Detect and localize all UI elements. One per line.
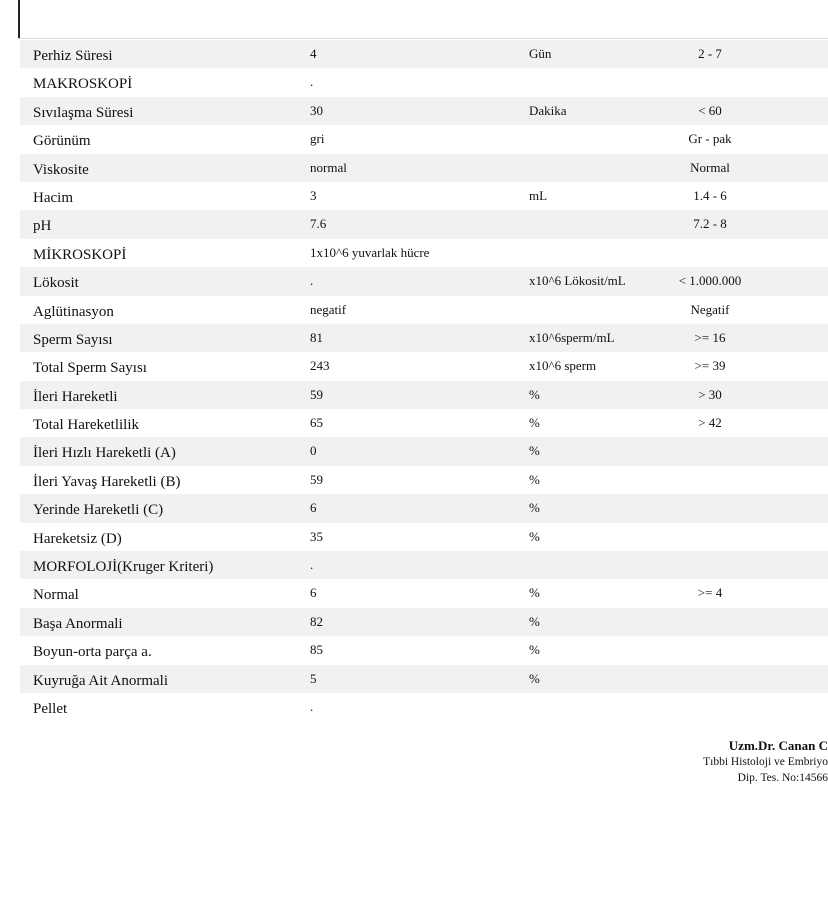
table-row (20, 466, 828, 494)
result-value: 243 (310, 358, 330, 374)
unit: % (529, 500, 540, 516)
unit: % (529, 642, 540, 658)
result-value: 65 (310, 415, 323, 431)
unit: x10^6sperm/mL (529, 329, 615, 345)
result-value: 6 (310, 585, 317, 601)
unit: x10^6 sperm (529, 358, 597, 374)
table-row (20, 210, 828, 238)
reference-range: < 60 (698, 102, 722, 118)
parameter-name: Sperm Sayısı (33, 331, 113, 348)
table-row (20, 40, 828, 68)
reference-range: >= 16 (694, 329, 726, 345)
result-value: 81 (310, 329, 323, 345)
table-row (20, 636, 828, 664)
result-value: 6 (310, 500, 317, 516)
table-row (20, 665, 828, 693)
parameter-name: Pellet (33, 700, 68, 717)
parameter-name: Sıvılaşma Süresi (33, 104, 134, 121)
result-value: 59 (310, 471, 323, 487)
unit: x10^6 Lökosit/mL (529, 273, 626, 289)
table-row (20, 324, 828, 352)
page-edge-line (18, 0, 20, 38)
table-row (20, 154, 828, 182)
signature-block (703, 737, 828, 786)
header-divider (18, 38, 828, 39)
result-value: 3 (310, 187, 317, 203)
result-value: . (310, 74, 314, 90)
reference-range: < 1.000.000 (678, 273, 742, 289)
parameter-name: MORFOLOJİ(Kruger Kriteri) (33, 559, 214, 576)
unit: % (529, 613, 540, 629)
reference-range: >= 39 (694, 358, 726, 374)
table-row (20, 523, 828, 551)
result-value: 30 (310, 102, 323, 118)
table-row (20, 239, 828, 267)
result-value: 85 (310, 642, 323, 658)
unit: % (529, 585, 540, 601)
table-row (20, 494, 828, 522)
result-value: . (310, 273, 314, 289)
parameter-name: Viskosite (33, 161, 89, 178)
table-row (20, 579, 828, 607)
result-value: 1x10^6 yuvarlak hücre (310, 244, 430, 260)
parameter-name: pH (33, 218, 52, 235)
diploma-number: Dip. Tes. No:14566 (737, 772, 828, 784)
result-value: 35 (310, 528, 323, 544)
table-row (20, 437, 828, 465)
reference-range: Negatif (690, 301, 730, 317)
reference-range: > 42 (698, 415, 722, 431)
unit: Gün (529, 46, 552, 61)
reference-range: 1.4 - 6 (693, 187, 727, 203)
parameter-name: Yerinde Hareketli (C) (33, 502, 164, 519)
doctor-name: Uzm.Dr. Canan C (728, 738, 828, 753)
parameter-name: Normal (33, 587, 79, 604)
parameter-name: Total Hareketlilik (33, 417, 139, 434)
parameter-name: Aglütinasyon (33, 303, 114, 320)
result-value: gri (310, 131, 325, 147)
reference-range: Normal (690, 159, 730, 175)
table-row (20, 693, 828, 721)
unit: mL (529, 187, 548, 203)
result-value: . (310, 557, 314, 573)
reference-range: 7.2 - 8 (693, 216, 727, 232)
reference-range: >= 4 (697, 585, 723, 601)
result-value: 82 (310, 613, 323, 629)
result-value: 59 (310, 386, 323, 402)
table-row (20, 68, 828, 96)
result-value: 7.6 (310, 216, 327, 232)
result-value: 4 (310, 46, 317, 61)
result-value: negatif (310, 301, 347, 317)
parameter-name: Kuyruğa Ait Anormali (33, 672, 168, 689)
table-row (20, 381, 828, 409)
result-value: . (310, 698, 314, 714)
parameter-name: İleri Yavaş Hareketli (B) (33, 473, 181, 490)
unit: % (529, 415, 540, 431)
parameter-name: İleri Hızlı Hareketli (A) (33, 445, 176, 462)
reference-range: Gr - pak (688, 131, 732, 147)
parameter-name: İleri Hareketli (33, 388, 118, 405)
table-row (20, 352, 828, 380)
table-row (20, 608, 828, 636)
doctor-title: Tıbbi Histoloji ve Embriyo (703, 756, 828, 768)
table-row (20, 125, 828, 153)
parameter-name: Total Sperm Sayısı (33, 360, 147, 377)
unit: % (529, 528, 540, 544)
unit: % (529, 670, 540, 686)
parameter-name: MAKROSKOPİ (33, 76, 133, 93)
table-row (20, 551, 828, 579)
table-row (20, 182, 828, 210)
parameter-name: MİKROSKOPİ (33, 246, 127, 263)
result-value: 0 (310, 443, 317, 459)
result-value: normal (310, 159, 347, 175)
parameter-name: Hacim (33, 189, 73, 206)
parameter-name: Lökosit (33, 275, 79, 292)
reference-range: 2 - 7 (698, 46, 722, 61)
parameter-name: Hareketsiz (D) (33, 530, 122, 547)
unit: % (529, 443, 540, 459)
unit: Dakika (529, 102, 567, 118)
table-row (20, 296, 828, 324)
unit: % (529, 386, 540, 402)
unit: % (529, 471, 540, 487)
table-row (20, 267, 828, 295)
parameter-name: Başa Anormali (33, 615, 123, 632)
table-row (20, 97, 828, 125)
parameter-name: Görünüm (33, 133, 91, 150)
parameter-name: Boyun-orta parça a. (33, 644, 152, 661)
result-value: 5 (310, 670, 317, 686)
semen-analysis-table (20, 40, 828, 721)
reference-range: > 30 (698, 386, 722, 402)
table-row (20, 409, 828, 437)
parameter-name: Perhiz Süresi (33, 48, 113, 64)
